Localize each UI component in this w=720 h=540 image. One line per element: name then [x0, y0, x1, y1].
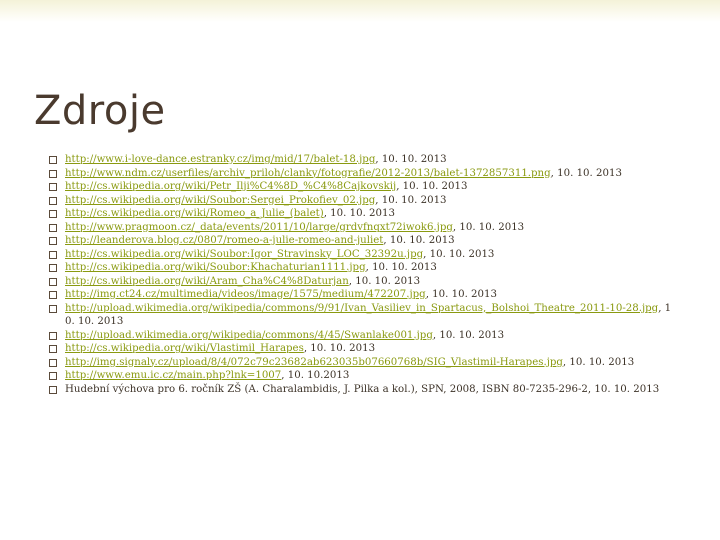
source-date: , 10. 10. 2013	[375, 194, 447, 206]
source-link[interactable]: http://www.i-love-dance.estranky.cz/img/mid/17/balet-18.jpg	[65, 154, 376, 165]
source-link[interactable]: http://www.pragmoon.cz/_data/events/2011/10/large/grdvfnqxt72iwok6.jpg	[65, 221, 453, 233]
bullet-icon	[49, 170, 57, 178]
source-link[interactable]: http://upload.wikimedia.org/wikipedia/commons/4/45/Swanlake001.jpg	[65, 329, 433, 341]
source-date: , 10. 10. 2013	[423, 248, 495, 260]
bullet-icon	[49, 264, 57, 272]
sources-list	[47, 153, 679, 396]
source-item	[47, 383, 679, 397]
source-item	[47, 302, 679, 329]
source-item	[47, 261, 679, 275]
source-link[interactable]: http://cs.wikipedia.org/wiki/Soubor:Khachaturian1111.jpg	[65, 262, 366, 273]
source-item	[47, 180, 679, 194]
source-item	[47, 369, 679, 383]
source-date: , 10. 10. 2013	[323, 208, 395, 219]
source-item	[47, 153, 679, 167]
source-item	[47, 342, 679, 356]
source-date: , 10. 10. 2013	[562, 356, 635, 368]
source-link[interactable]: http://cs.wikipedia.org/wiki/Soubor:Sergei_Prokofiev_02.jpg	[65, 194, 376, 206]
source-item	[47, 288, 679, 302]
source-link[interactable]: http://leanderova.blog.cz/0807/romeo-a-julie-romeo-and-juliet	[65, 235, 384, 246]
bullet-icon	[49, 305, 57, 313]
source-date: , 10. 10. 2013	[396, 181, 468, 192]
source-link[interactable]: http://cs.wikipedia.org/wiki/Soubor:Igor_Stravinsky_LOC_32392u.jpg	[65, 248, 424, 260]
bullet-icon	[49, 224, 57, 232]
bullet-icon	[49, 183, 57, 191]
source-date: , 10. 10. 2013	[432, 329, 505, 341]
source-item	[47, 194, 679, 208]
slide-title: Zdroje	[34, 88, 166, 134]
source-item	[47, 275, 679, 289]
bullet-icon	[49, 359, 57, 367]
top-decorative-band	[0, 0, 720, 22]
bullet-icon	[49, 291, 57, 299]
bullet-icon	[49, 332, 57, 340]
bullet-icon	[49, 278, 57, 286]
source-link[interactable]: http://www.ndm.cz/userfiles/archiv_priloh/clanky/fotografie/2012-2013/balet-1372857311.png	[65, 167, 551, 179]
source-item	[47, 356, 679, 370]
source-link[interactable]: http://cs.wikipedia.org/wiki/Petr_Ilji%C4%8D_%C4%8Cajkovskij	[65, 181, 397, 192]
bullet-icon	[49, 345, 57, 353]
source-date: , 10. 10. 2013	[375, 154, 447, 165]
source-link[interactable]: http://www.emu.ic.cz/main.php?lnk=1007	[65, 370, 282, 381]
source-item	[47, 221, 679, 235]
bullet-icon	[49, 251, 57, 259]
source-link[interactable]: http://upload.wikimedia.org/wikipedia/commons/9/91/Ivan_Vasiliev_in_Spartacus,_Bolshoi_Theatre_2011-10-28.jpg	[65, 302, 659, 314]
source-date: , 10. 10.2013	[281, 370, 350, 381]
source-date: , 10. 10. 2013	[383, 235, 455, 246]
source-item	[47, 329, 679, 343]
source-date: , 10. 10. 2013	[550, 167, 622, 179]
source-date: Hudební výchova pro 6. ročník ZŠ (A. Charalambidis, J. Pilka a kol.), SPN, 2008, ISBN 80-7235-296-2, 10. 10. 2013	[65, 383, 660, 395]
bullet-icon	[49, 372, 57, 380]
source-link[interactable]: http://img.signaly.cz/upload/8/4/072c79c23682ab623035b07660768b/SIG_Vlastimil-Harapes.jpg	[65, 356, 563, 368]
source-item	[47, 234, 679, 248]
source-date: , 10. 10. 2013	[348, 275, 421, 287]
source-date: , 10. 10. 2013	[303, 343, 376, 354]
source-date: , 10. 10. 2013	[65, 302, 672, 327]
source-link[interactable]: http://cs.wikipedia.org/wiki/Aram_Cha%C4%8Daturjan	[65, 275, 349, 287]
source-item	[47, 167, 679, 181]
source-date: , 10. 10. 2013	[365, 262, 437, 273]
bullet-icon	[49, 156, 57, 164]
source-item	[47, 248, 679, 262]
source-link[interactable]: http://img.ct24.cz/multimedia/videos/image/1575/medium/472207.jpg	[65, 289, 426, 300]
source-date: , 10. 10. 2013	[425, 289, 497, 300]
source-link[interactable]: http://cs.wikipedia.org/wiki/Vlastimil_Harapes	[65, 343, 304, 354]
bullet-icon	[49, 197, 57, 205]
source-date: , 10. 10. 2013	[452, 221, 525, 233]
bullet-icon	[49, 386, 57, 394]
source-item	[47, 207, 679, 221]
bullet-icon	[49, 210, 57, 218]
source-link[interactable]: http://cs.wikipedia.org/wiki/Romeo_a_Julie_(balet)	[65, 208, 324, 219]
bullet-icon	[49, 237, 57, 245]
